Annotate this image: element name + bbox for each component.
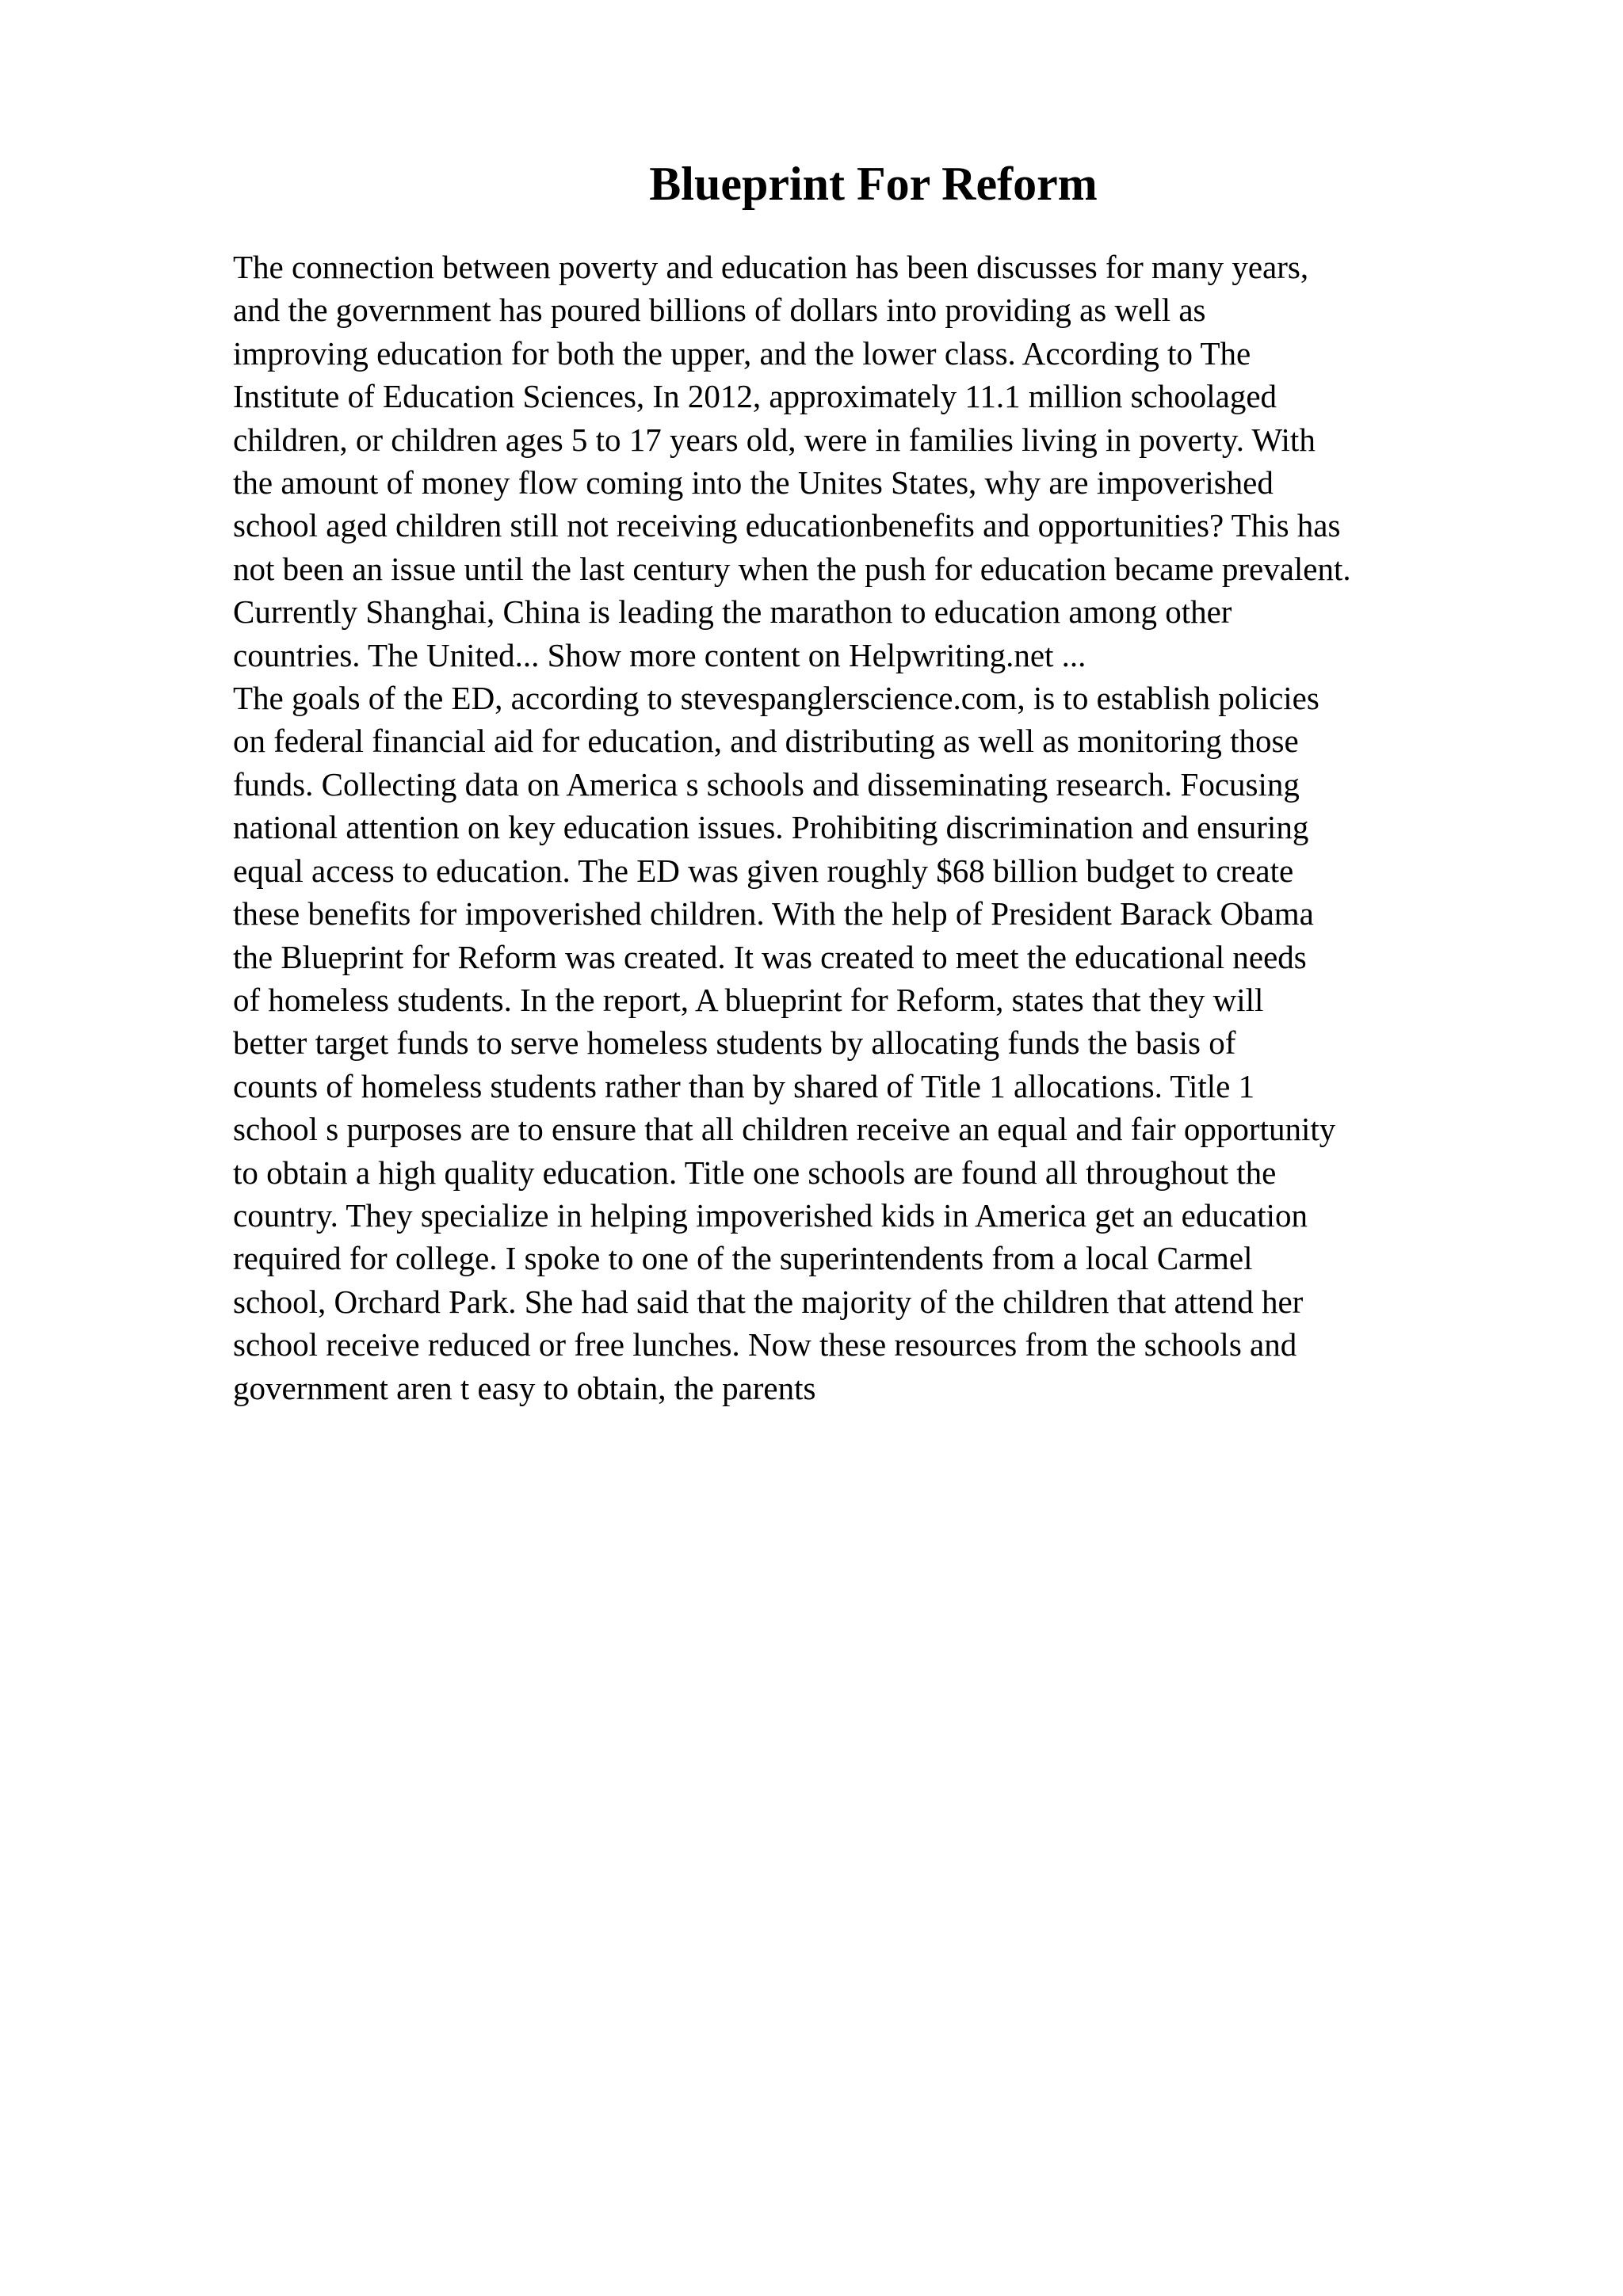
body-line: school receive reduced or free lunches. Now these resources from the schools and <box>233 1326 1297 1363</box>
body-line: The goals of the ED, according to stevespanglerscience.com, is to establish policies <box>233 680 1319 717</box>
document-title: Blueprint For Reform <box>649 158 1098 210</box>
body-line: to obtain a high quality education. Title one schools are found all throughout the <box>233 1154 1277 1191</box>
body-line: school aged children still not receiving educationbenefits and opportunities? This has <box>233 507 1341 544</box>
body-line: The connection between poverty and education has been discusses for many years, <box>233 249 1309 285</box>
body-line: and the government has poured billions of dollars into providing as well as <box>233 292 1206 329</box>
body-line: counts of homeless students rather than by shared of Title 1 allocations. Title 1 <box>233 1067 1255 1104</box>
body-line: the Blueprint for Reform was created. It was created to meet the educational needs <box>233 938 1307 975</box>
body-line: on federal financial aid for education, and distributing as well as monitoring those <box>233 723 1299 760</box>
body-line: Institute of Education Sciences, In 2012, approximately 11.1 million schoolaged <box>233 378 1277 415</box>
body-line: government aren t easy to obtain, the parents <box>233 1369 816 1406</box>
body-line: country. They specialize in helping impoverished kids in America get an education <box>233 1196 1308 1234</box>
body-line: better target funds to serve homeless students by allocating funds the basis of <box>233 1024 1236 1062</box>
body-line: school, Orchard Park. She had said that the majority of the children that attend her <box>233 1283 1304 1320</box>
body-line: countries. The United... Show more content on Helpwriting.net ... <box>233 636 1086 673</box>
body-line: required for college. I spoke to one of the superintendents from a local Carmel <box>233 1240 1253 1277</box>
body-line: national attention on key education issues. Prohibiting discrimination and ensuring <box>233 809 1309 846</box>
document-body <box>233 246 1596 1409</box>
body-line: equal access to education. The ED was given roughly $68 billion budget to create <box>233 852 1294 889</box>
body-line: of homeless students. In the report, A blueprint for Reform, states that they will <box>233 981 1264 1018</box>
body-line: these benefits for impoverished children. With the help of President Barack Obama <box>233 895 1314 933</box>
body-line: improving education for both the upper, and the lower class. According to The <box>233 334 1251 372</box>
body-line: Currently Shanghai, China is leading the marathon to education among other <box>233 593 1232 631</box>
body-line: not been an issue until the last century when the push for education became prevalent. <box>233 550 1351 587</box>
body-line: children, or children ages 5 to 17 years old, were in families living in poverty. With <box>233 421 1316 458</box>
body-line: funds. Collecting data on America s schools and disseminating research. Focusing <box>233 765 1300 803</box>
body-line: school s purposes are to ensure that all children receive an equal and fair opportunity <box>233 1111 1336 1148</box>
body-line: the amount of money flow coming into the Unites States, why are impoverished <box>233 464 1274 502</box>
